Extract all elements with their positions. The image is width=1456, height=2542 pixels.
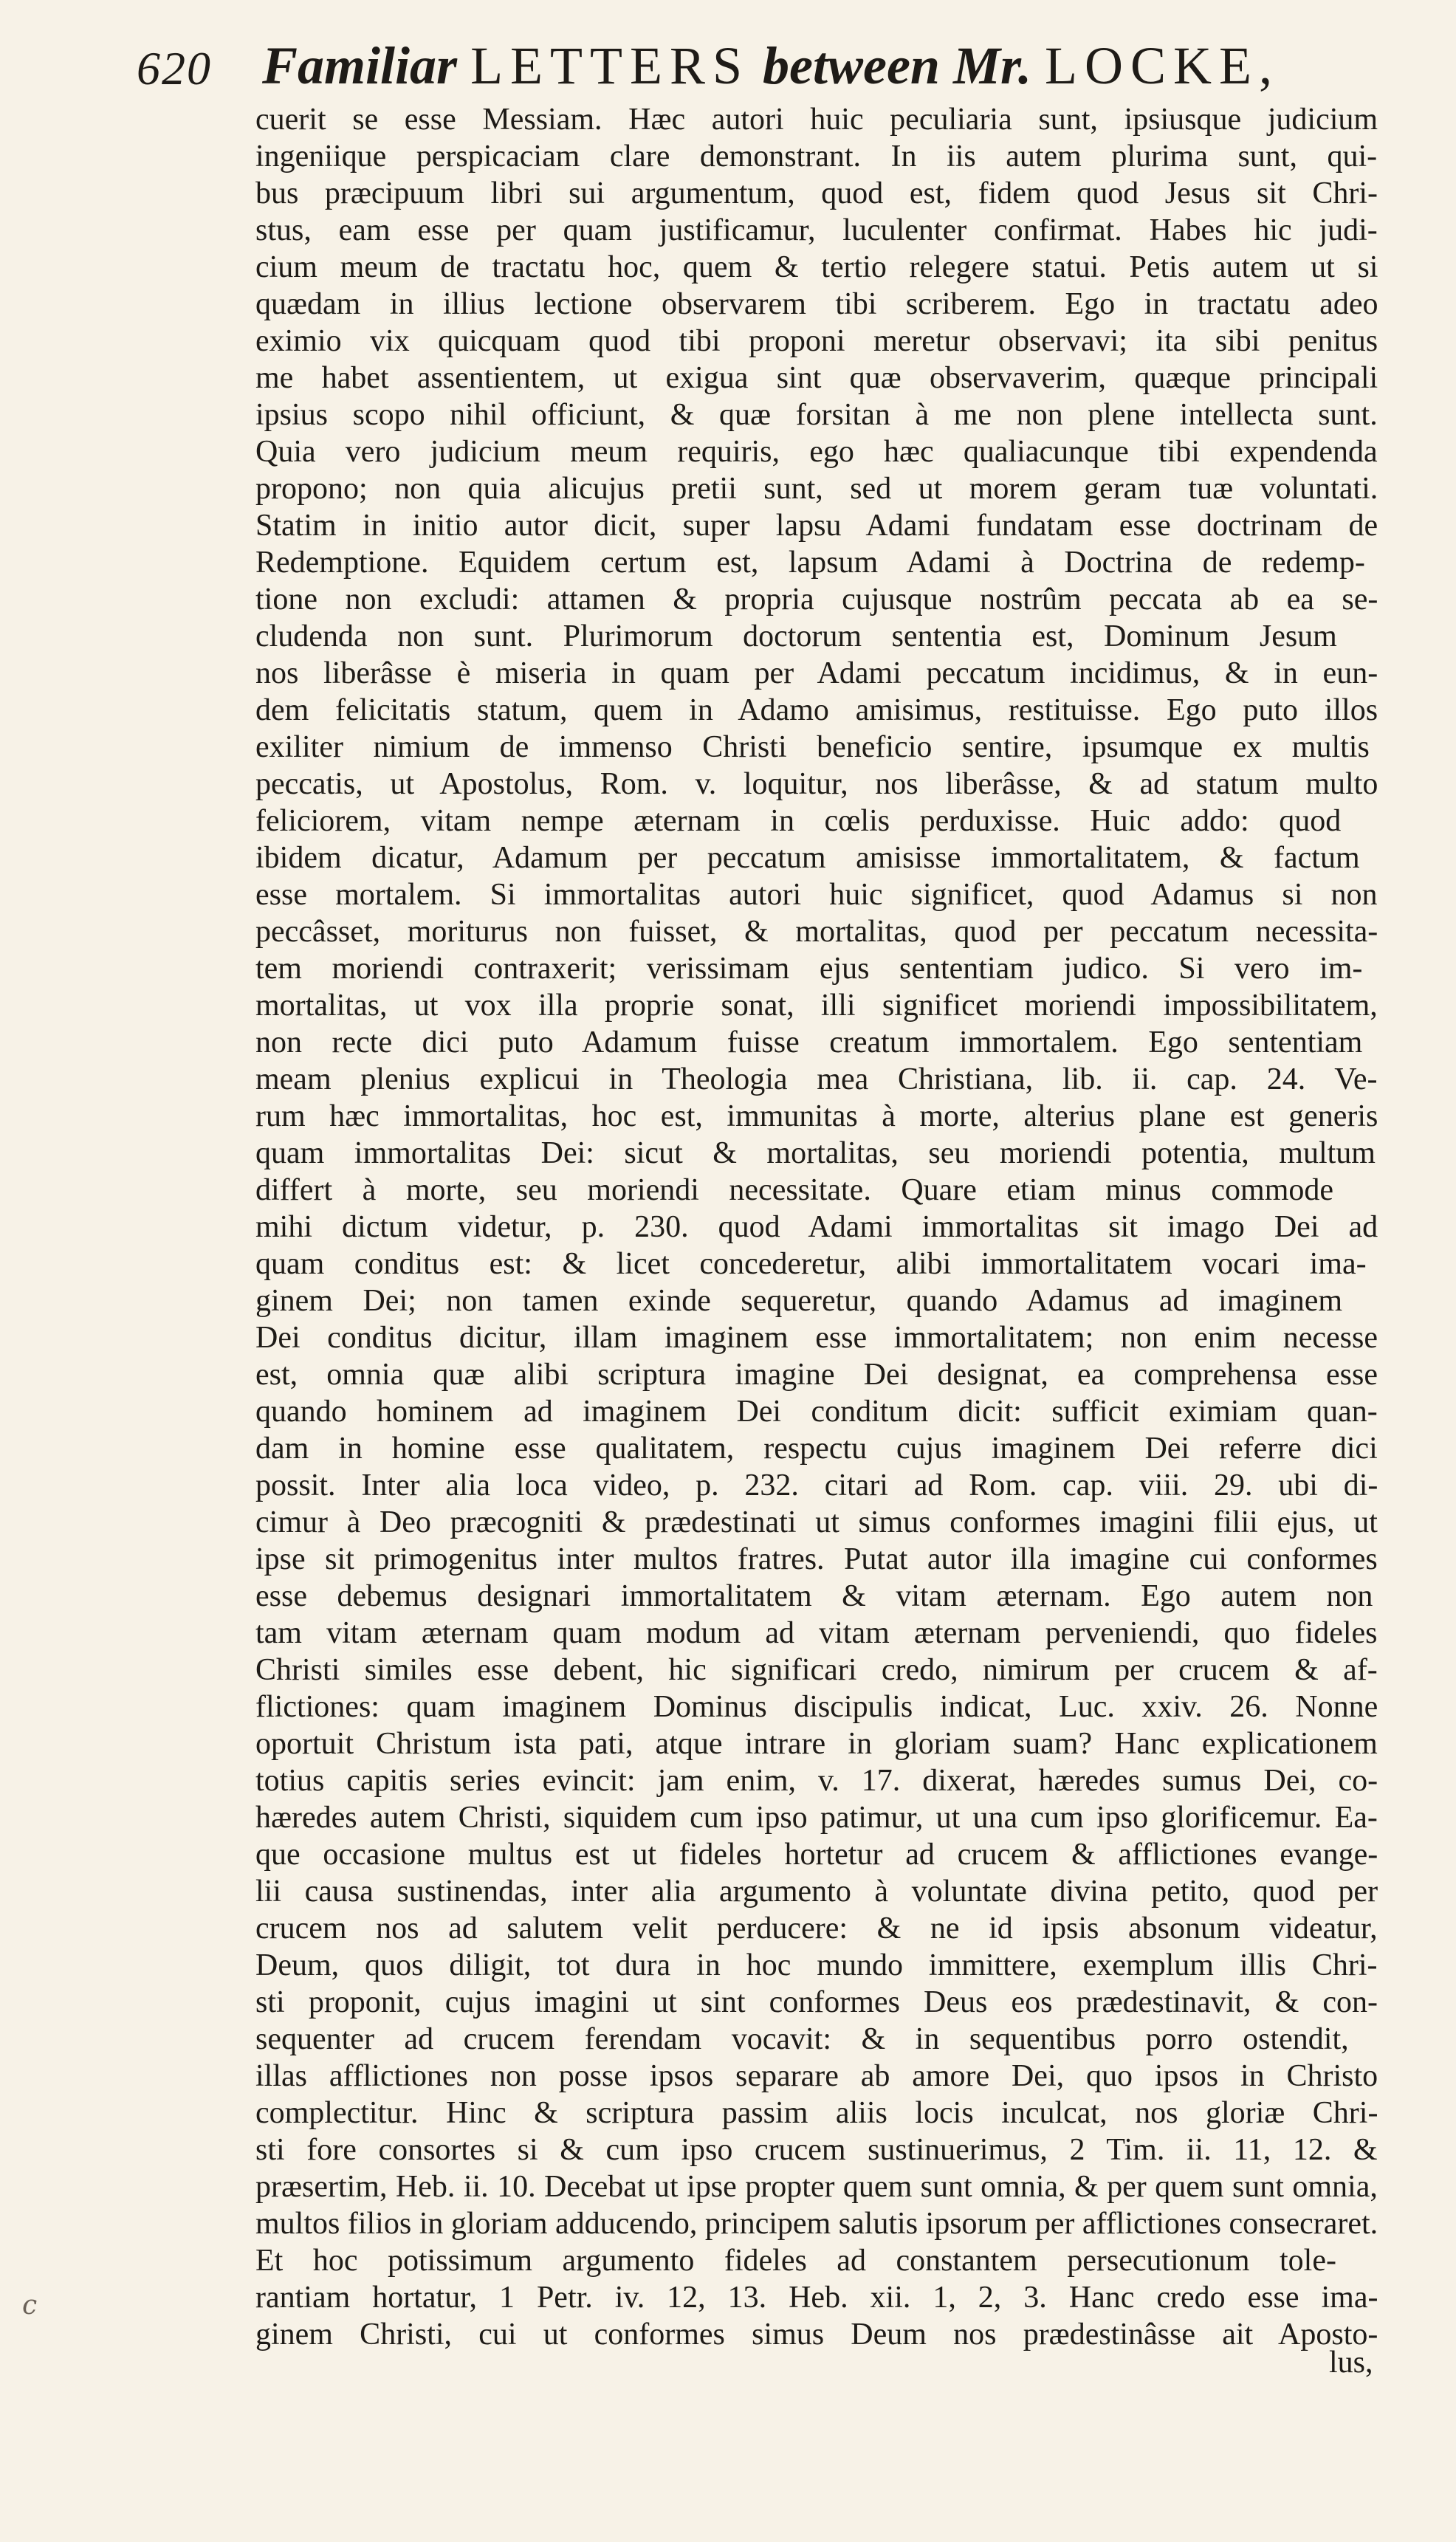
text-line: multos filios in gloriam adducendo, principem salutis ipsorum per afflictiones consecraret. bbox=[255, 2207, 1378, 2241]
page-number: 620 bbox=[137, 42, 212, 95]
text-line: ingeniique perspicaciam clare demonstrant. In iis autem plurima sunt, qui- bbox=[255, 140, 1378, 174]
text-line: propono; non quia alicujus pretii sunt, sed ut morem geram tuæ voluntati. bbox=[255, 472, 1378, 506]
text-line: crucem nos ad salutem velit perducere: & ne id ipsis absonum videatur, bbox=[255, 1911, 1378, 1945]
text-line: Dei conditus dicitur, illam imaginem esse immortalitatem; non enim necesse bbox=[255, 1321, 1378, 1355]
text-line: lii causa sustinendas, inter alia argumento à voluntate divina petito, quod per bbox=[255, 1875, 1378, 1909]
page-header bbox=[137, 35, 1355, 109]
text-line: Quia vero judicium meum requiris, ego hæc qualiacunque tibi expendenda bbox=[255, 435, 1378, 469]
text-line: ipse sit primogenitus inter multos fratres. Putat autor illa imagine cui conformes bbox=[255, 1542, 1378, 1576]
margin-mark: c bbox=[22, 2290, 38, 2321]
text-line: tam vitam æternam quam modum ad vitam æternam perveniendi, quo fideles bbox=[255, 1616, 1378, 1650]
text-line: tione non excludi: attamen & propria cujusque nostrûm peccata ab ea se- bbox=[255, 583, 1378, 616]
text-line: quædam in illius lectione observarem tibi scriberem. Ego in tractatu adeo bbox=[255, 287, 1378, 321]
text-line: ginem Dei; non tamen exinde sequeretur, quando Adamus ad imaginem bbox=[255, 1284, 1343, 1318]
running-head-word-familiar: Familiar bbox=[262, 36, 458, 95]
text-line: flictiones: quam imaginem Dominus discipulis indicat, Luc. xxiv. 26. Nonne bbox=[255, 1690, 1378, 1724]
text-line: cium meum de tractatu hoc, quem & tertio relegere statui. Petis autem ut si bbox=[255, 250, 1378, 284]
text-line: totius capitis series evincit: jam enim, v. 17. dixerat, hæredes sumus Dei, co- bbox=[255, 1764, 1378, 1798]
running-head bbox=[262, 35, 1280, 97]
text-line: ibidem dicatur, Adamum per peccatum amisisse immortalitatem, & factum bbox=[255, 841, 1360, 875]
text-line: eximio vix quicquam quod tibi proponi meretur observavi; ita sibi penitus bbox=[255, 324, 1378, 358]
text-line: illas afflictiones non posse ipsos separare ab amore Dei, quo ipsos in Christo bbox=[255, 2059, 1378, 2093]
text-line: dem felicitatis statum, quem in Adamo amisimus, restituisse. Ego puto illos bbox=[255, 693, 1378, 727]
text-line: præsertim, Heb. ii. 10. Decebat ut ipse propter quem sunt omnia, & per quem sunt omnia, bbox=[255, 2170, 1378, 2204]
text-line: mihi dictum videtur, p. 230. quod Adami immortalitas sit imago Dei ad bbox=[255, 1210, 1378, 1244]
text-line: sti proponit, cujus imagini ut sint conformes Deus eos prædestinavit, & con- bbox=[255, 1985, 1378, 2019]
text-line: sti fore consortes si & cum ipso crucem sustinuerimus, 2 Tim. ii. 11, 12. & bbox=[255, 2133, 1378, 2167]
text-line: esse debemus designari immortalitatem & vitam æternam. Ego autem non bbox=[255, 1579, 1373, 1613]
text-line: quam immortalitas Dei: sicut & mortalitas, seu moriendi potentia, multum bbox=[255, 1136, 1376, 1170]
text-line: Redemptione. Equidem certum est, lapsum Adami à Doctrina de redemp- bbox=[255, 546, 1365, 580]
text-line: bus præcipuum libri sui argumentum, quod est, fidem quod Jesus sit Chri- bbox=[255, 176, 1378, 210]
text-line: nos liberâsse è miseria in quam per Adami peccatum incidimus, & in eun- bbox=[255, 656, 1378, 690]
text-line: ipsius scopo nihil officiunt, & quæ forsitan à me non plene intellecta sunt. bbox=[255, 398, 1378, 432]
text-line: Deum, quos diligit, tot dura in hoc mundo immittere, exemplum illis Chri- bbox=[255, 1948, 1378, 1982]
text-line: non recte dici puto Adamum fuisse creatum immortalem. Ego sententiam bbox=[255, 1026, 1363, 1059]
running-head-word-locke: LOCKE, bbox=[1045, 36, 1280, 95]
text-line: me habet assentientem, ut exigua sint quæ observaverim, quæque principali bbox=[255, 361, 1378, 395]
text-line: peccâsset, moriturus non fuisset, & mortalitas, quod per peccatum necessita- bbox=[255, 915, 1378, 949]
text-line: que occasione multus est ut fideles hortetur ad crucem & afflictiones evange- bbox=[255, 1838, 1378, 1872]
text-line: rum hæc immortalitas, hoc est, immunitas à morte, alterius plane est generis bbox=[255, 1099, 1378, 1133]
text-line: oportuit Christum ista pati, atque intrare in gloriam suam? Hanc explicationem bbox=[255, 1727, 1378, 1761]
text-line: meam plenius explicui in Theologia mea Christiana, lib. ii. cap. 24. Ve- bbox=[255, 1062, 1378, 1096]
text-line: stus, eam esse per quam justificamur, luculenter confirmat. Habes hic judi- bbox=[255, 213, 1378, 247]
running-head-word-letters: LETTERS bbox=[470, 36, 750, 95]
body-text bbox=[255, 101, 1378, 2353]
text-line: complectitur. Hinc & scriptura passim aliis locis inculcat, nos gloriæ Chri- bbox=[255, 2096, 1378, 2130]
text-line: cludenda non sunt. Plurimorum doctorum sententia est, Dominum Jesum bbox=[255, 619, 1337, 653]
text-line: differt à morte, seu moriendi necessitate. Quare etiam minus commode bbox=[255, 1173, 1334, 1207]
catchword: lus, bbox=[1329, 2346, 1373, 2380]
text-line: est, omnia quæ alibi scriptura imagine Dei designat, ea comprehensa esse bbox=[255, 1358, 1378, 1392]
text-line: hæredes autem Christi, siquidem cum ipso patimur, ut una cum ipso glorificemur. Ea- bbox=[255, 1801, 1378, 1835]
text-line: Statim in initio autor dicit, super lapsu Adami fundatam esse doctrinam de bbox=[255, 509, 1378, 543]
text-line: dam in homine esse qualitatem, respectu cujus imaginem Dei referre dici bbox=[255, 1432, 1378, 1466]
text-line: tem moriendi contraxerit; verissimam ejus sententiam judico. Si vero im- bbox=[255, 952, 1363, 986]
text-line: sequenter ad crucem ferendam vocavit: & in sequentibus porro ostendit, bbox=[255, 2022, 1349, 2056]
text-line: feliciorem, vitam nempe æternam in cœlis perduxisse. Huic addo: quod bbox=[255, 804, 1342, 838]
text-line: ginem Christi, cui ut conformes simus Deum nos prædestinâsse ait Aposto- bbox=[255, 2318, 1378, 2352]
text-line: quando hominem ad imaginem Dei conditum dicit: sufficit eximiam quan- bbox=[255, 1395, 1378, 1429]
text-line: cuerit se esse Messiam. Hæc autori huic peculiaria sunt, ipsiusque judicium bbox=[255, 103, 1378, 137]
running-head-word-between: between Mr. bbox=[763, 36, 1032, 95]
text-line: peccatis, ut Apostolus, Rom. v. loquitur, nos liberâsse, & ad statum multo bbox=[255, 767, 1378, 801]
text-line: cimur à Deo præcogniti & prædestinati ut simus conformes imagini filii ejus, ut bbox=[255, 1505, 1378, 1539]
text-line: Et hoc potissimum argumento fideles ad constantem persecutionum tole- bbox=[255, 2244, 1336, 2278]
text-line: exiliter nimium de immenso Christi beneficio sentire, ipsumque ex multis bbox=[255, 730, 1370, 764]
text-line: possit. Inter alia loca video, p. 232. citari ad Rom. cap. viii. 29. ubi di- bbox=[255, 1468, 1378, 1502]
text-line: rantiam hortatur, 1 Petr. iv. 12, 13. Heb. xii. 1, 2, 3. Hanc credo esse ima- bbox=[255, 2281, 1378, 2315]
text-line: esse mortalem. Si immortalitas autori huic significet, quod Adamus si non bbox=[255, 878, 1378, 912]
text-line: Christi similes esse debent, hic significari credo, nimirum per crucem & af- bbox=[255, 1653, 1378, 1687]
text-line: quam conditus est: & licet concederetur, alibi immortalitatem vocari ima- bbox=[255, 1247, 1367, 1281]
text-line: mortalitas, ut vox illa proprie sonat, illi significet moriendi impossibilitatem, bbox=[255, 989, 1378, 1023]
